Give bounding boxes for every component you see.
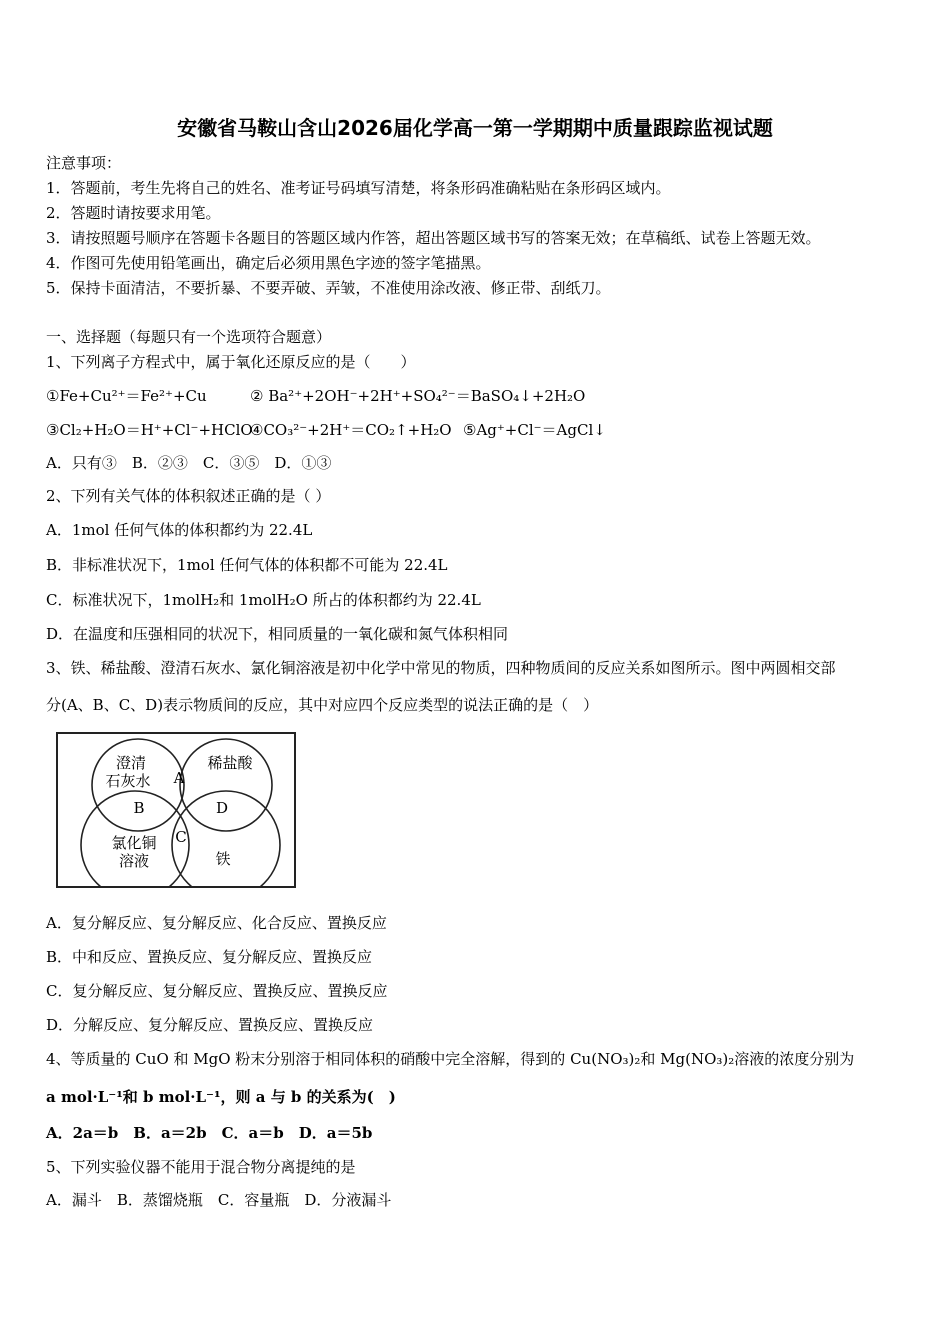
notice-item: 5．保持卡面清洁，不要折暴、不要弄破、弄皱，不准使用涂改液、修正带、刮纸刀。 (46, 279, 611, 297)
label-hcl: 稀盐酸 (207, 754, 253, 772)
q2-option-a: A．1mol 任何气体的体积都约为 22.4L (46, 521, 313, 539)
q2-stem: 2、下列有关气体的体积叙述正确的是（ ） (46, 487, 331, 505)
q3-stem-line-1: 3、铁、稀盐酸、澄清石灰水、氯化铜溶液是初中化学中常见的物质，四种物质间的反应关系如图所示。图中两圆相交部 (46, 659, 836, 677)
label-limewater-2: 石灰水 (105, 772, 151, 790)
label-A: A (173, 769, 185, 787)
q5-stem: 5、下列实验仪器不能用于混合物分离提纯的是 (46, 1158, 356, 1176)
q3-stem-line-2: 分(A、B、C、D)表示物质间的反应，其中对应四个反应类型的说法正确的是（ ） (46, 696, 599, 714)
q1-equation-2: ② Ba²⁺+2OH⁻+2H⁺+SO₄²⁻＝BaSO₄↓+2H₂O (250, 387, 586, 405)
label-cucl2-1: 氯化铜 (111, 834, 157, 852)
q1-equation-5: ⑤Ag⁺+Cl⁻＝AgCl↓ (463, 421, 606, 439)
q1-equation-4: ④CO₃²⁻+2H⁺＝CO₂↑+H₂O (250, 421, 452, 439)
venn-diagram (56, 732, 296, 888)
label-cucl2-2: 溶液 (118, 852, 150, 870)
notice-heading: 注意事项： (46, 154, 122, 172)
q5-options: A．漏斗 B．蒸馏烧瓶 C．容量瓶 D．分液漏斗 (46, 1191, 392, 1209)
q2-option-c: C．标准状况下，1molH₂和 1molH₂O 所占的体积都约为 22.4L (46, 591, 481, 609)
q3-option-b: B．中和反应、置换反应、复分解反应、置换反应 (46, 948, 373, 966)
notice-item: 4．作图可先使用铅笔画出，确定后必须用黑色字迹的签字笔描黑。 (46, 254, 491, 272)
q3-option-c: C．复分解反应、复分解反应、置换反应、置换反应 (46, 982, 388, 1000)
notice-item: 1．答题前，考生先将自己的姓名、准考证号码填写清楚，将条形码准确粘贴在条形码区域内。 (46, 179, 671, 197)
label-iron: 铁 (215, 850, 231, 868)
q3-option-a: A．复分解反应、复分解反应、化合反应、置换反应 (46, 914, 387, 932)
notice-item: 3．请按照题号顺序在答题卡各题目的答题区域内作答，超出答题区域书写的答案无效；在草稿纸、试卷上答题无效。 (46, 229, 821, 247)
q1-equation-3: ③Cl₂+H₂O＝H⁺+Cl⁻+HClO (46, 421, 253, 439)
page-title: 安徽省马鞍山含山2026届化学高一第一学期期中质量跟踪监视试题 (177, 116, 773, 140)
q2-option-b: B．非标准状况下，1mol 任何气体的体积都不可能为 22.4L (46, 556, 448, 574)
q4-stem-line-2: a mol·L⁻¹和 b mol·L⁻¹，则 a 与 b 的关系为( ) (46, 1088, 396, 1106)
q1-equation-1: ①Fe+Cu²⁺＝Fe²⁺+Cu (46, 387, 207, 405)
label-B: B (133, 799, 145, 817)
q2-option-d: D．在温度和压强相同的状况下，相同质量的一氧化碳和氮气体积相同 (46, 625, 509, 643)
label-D: D (215, 799, 229, 817)
section-heading: 一、选择题（每题只有一个选项符合题意） (46, 328, 332, 346)
q4-stem-line-1: 4、等质量的 CuO 和 MgO 粉末分别溶于相同体积的硝酸中完全溶解，得到的 Cu(NO₃)₂和 Mg(NO₃)₂溶液的浓度分别为 (46, 1050, 855, 1068)
q1-stem: 1、下列离子方程式中，属于氧化还原反应的是（ ） (46, 353, 416, 371)
label-limewater-1: 澄清 (115, 754, 147, 772)
q1-options: A．只有③ B．②③ C．③⑤ D．①③ (46, 454, 332, 472)
q3-option-d: D．分解反应、复分解反应、置换反应、置换反应 (46, 1016, 374, 1034)
notice-item: 2．答题时请按要求用笔。 (46, 204, 221, 222)
label-C: C (175, 828, 187, 846)
q4-options: A．2a＝b B．a＝2b C．a＝b D．a＝5b (46, 1124, 373, 1142)
